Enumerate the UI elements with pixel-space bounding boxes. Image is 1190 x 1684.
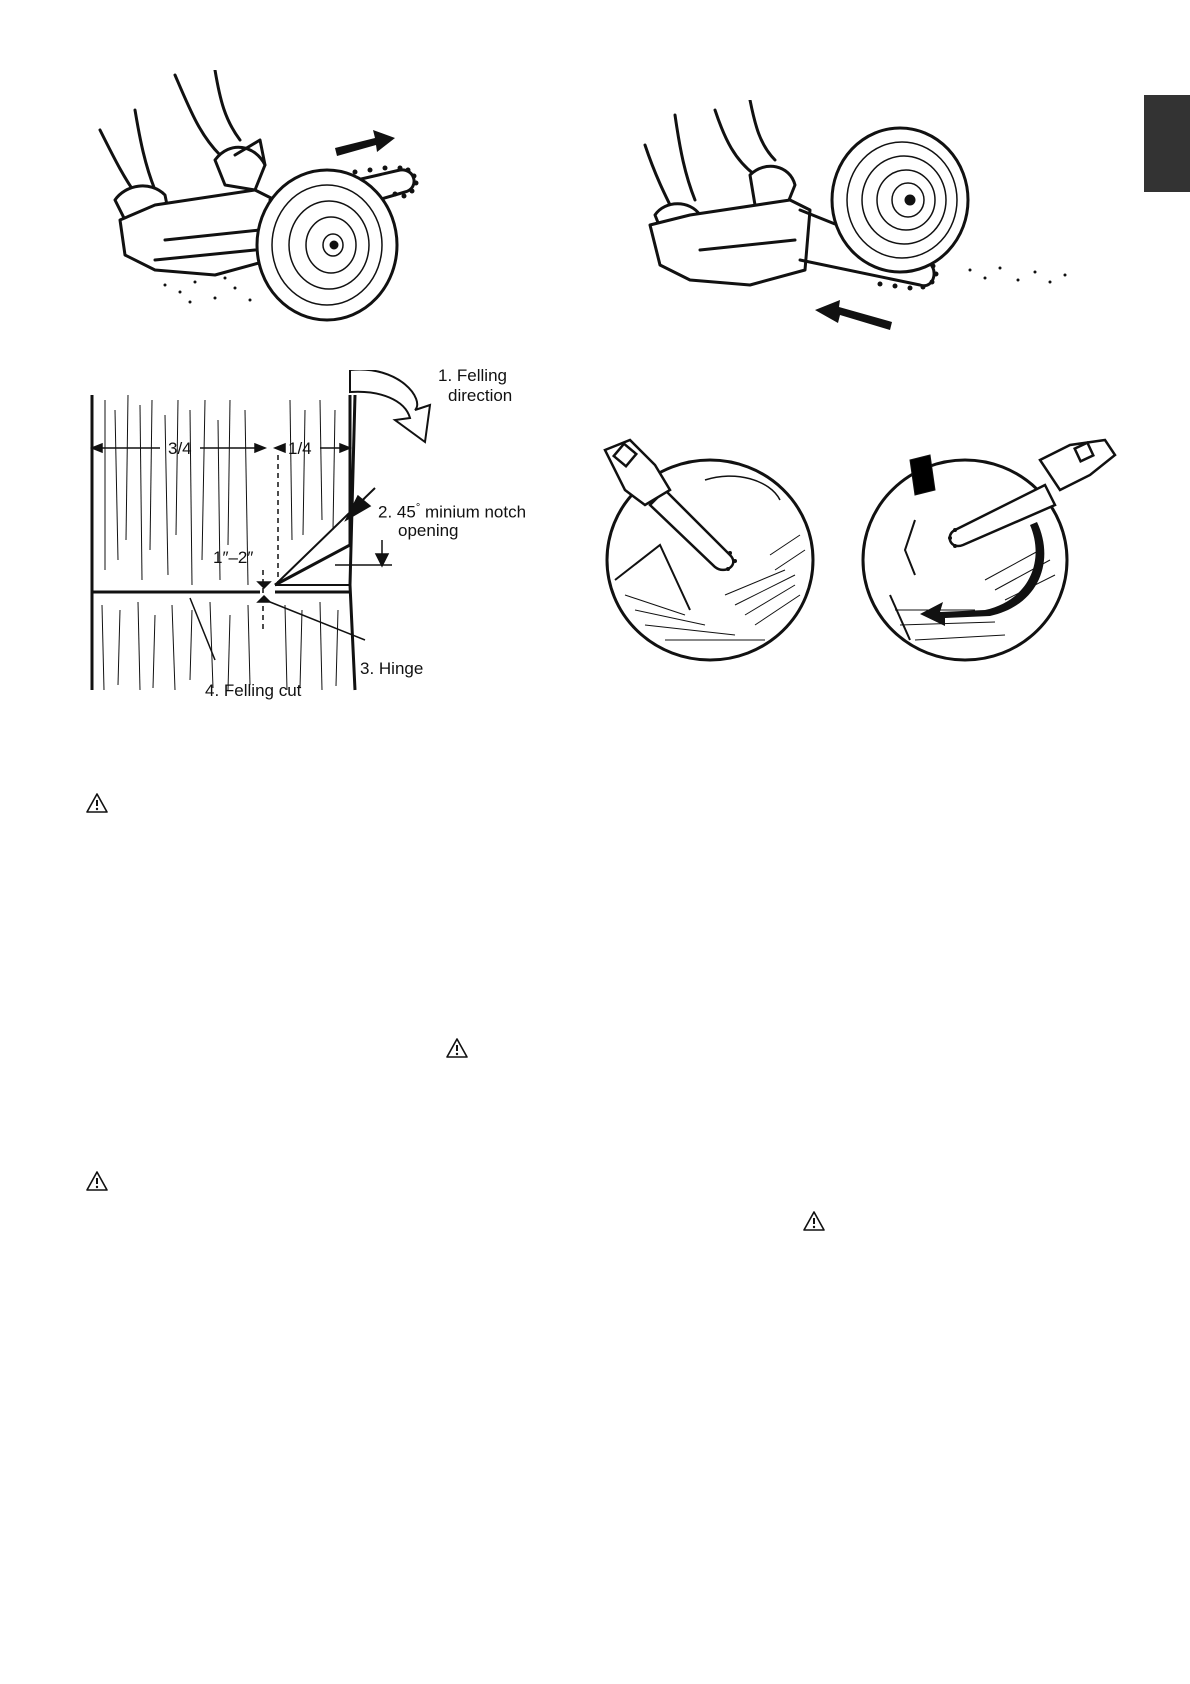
hinge-label: 3. Hinge xyxy=(360,659,424,678)
chainsaw-push-cut-illustration xyxy=(640,100,1080,350)
chainsaw-pull-cut-illustration xyxy=(95,70,565,350)
notch-label-line2: opening xyxy=(398,521,459,540)
warning-icon xyxy=(85,1170,109,1192)
section-tab xyxy=(1144,95,1190,192)
degree-symbol: ° xyxy=(415,502,421,514)
notch-label xyxy=(378,498,526,523)
notch-label-text: minium notch xyxy=(420,502,527,522)
felling-notch-diagram xyxy=(80,366,580,700)
warning-icon xyxy=(802,1210,826,1232)
notch-label-number: 2. 45 xyxy=(378,502,416,522)
warning-icon xyxy=(445,1037,469,1059)
felling-cut-label: 4. Felling cut xyxy=(205,681,302,700)
felling-direction-label: 1. Felling xyxy=(438,366,507,385)
boring-cut-left-illustration xyxy=(595,435,825,665)
boring-cut-right-illustration xyxy=(855,430,1125,665)
ratio-three-quarter-label: 3/4 xyxy=(168,439,192,458)
warning-icon xyxy=(85,792,109,814)
hinge-width-label: 1″–2″ xyxy=(213,548,254,567)
ratio-one-quarter-label: 1/4 xyxy=(288,439,312,458)
felling-direction-label-line2: direction xyxy=(448,386,513,405)
